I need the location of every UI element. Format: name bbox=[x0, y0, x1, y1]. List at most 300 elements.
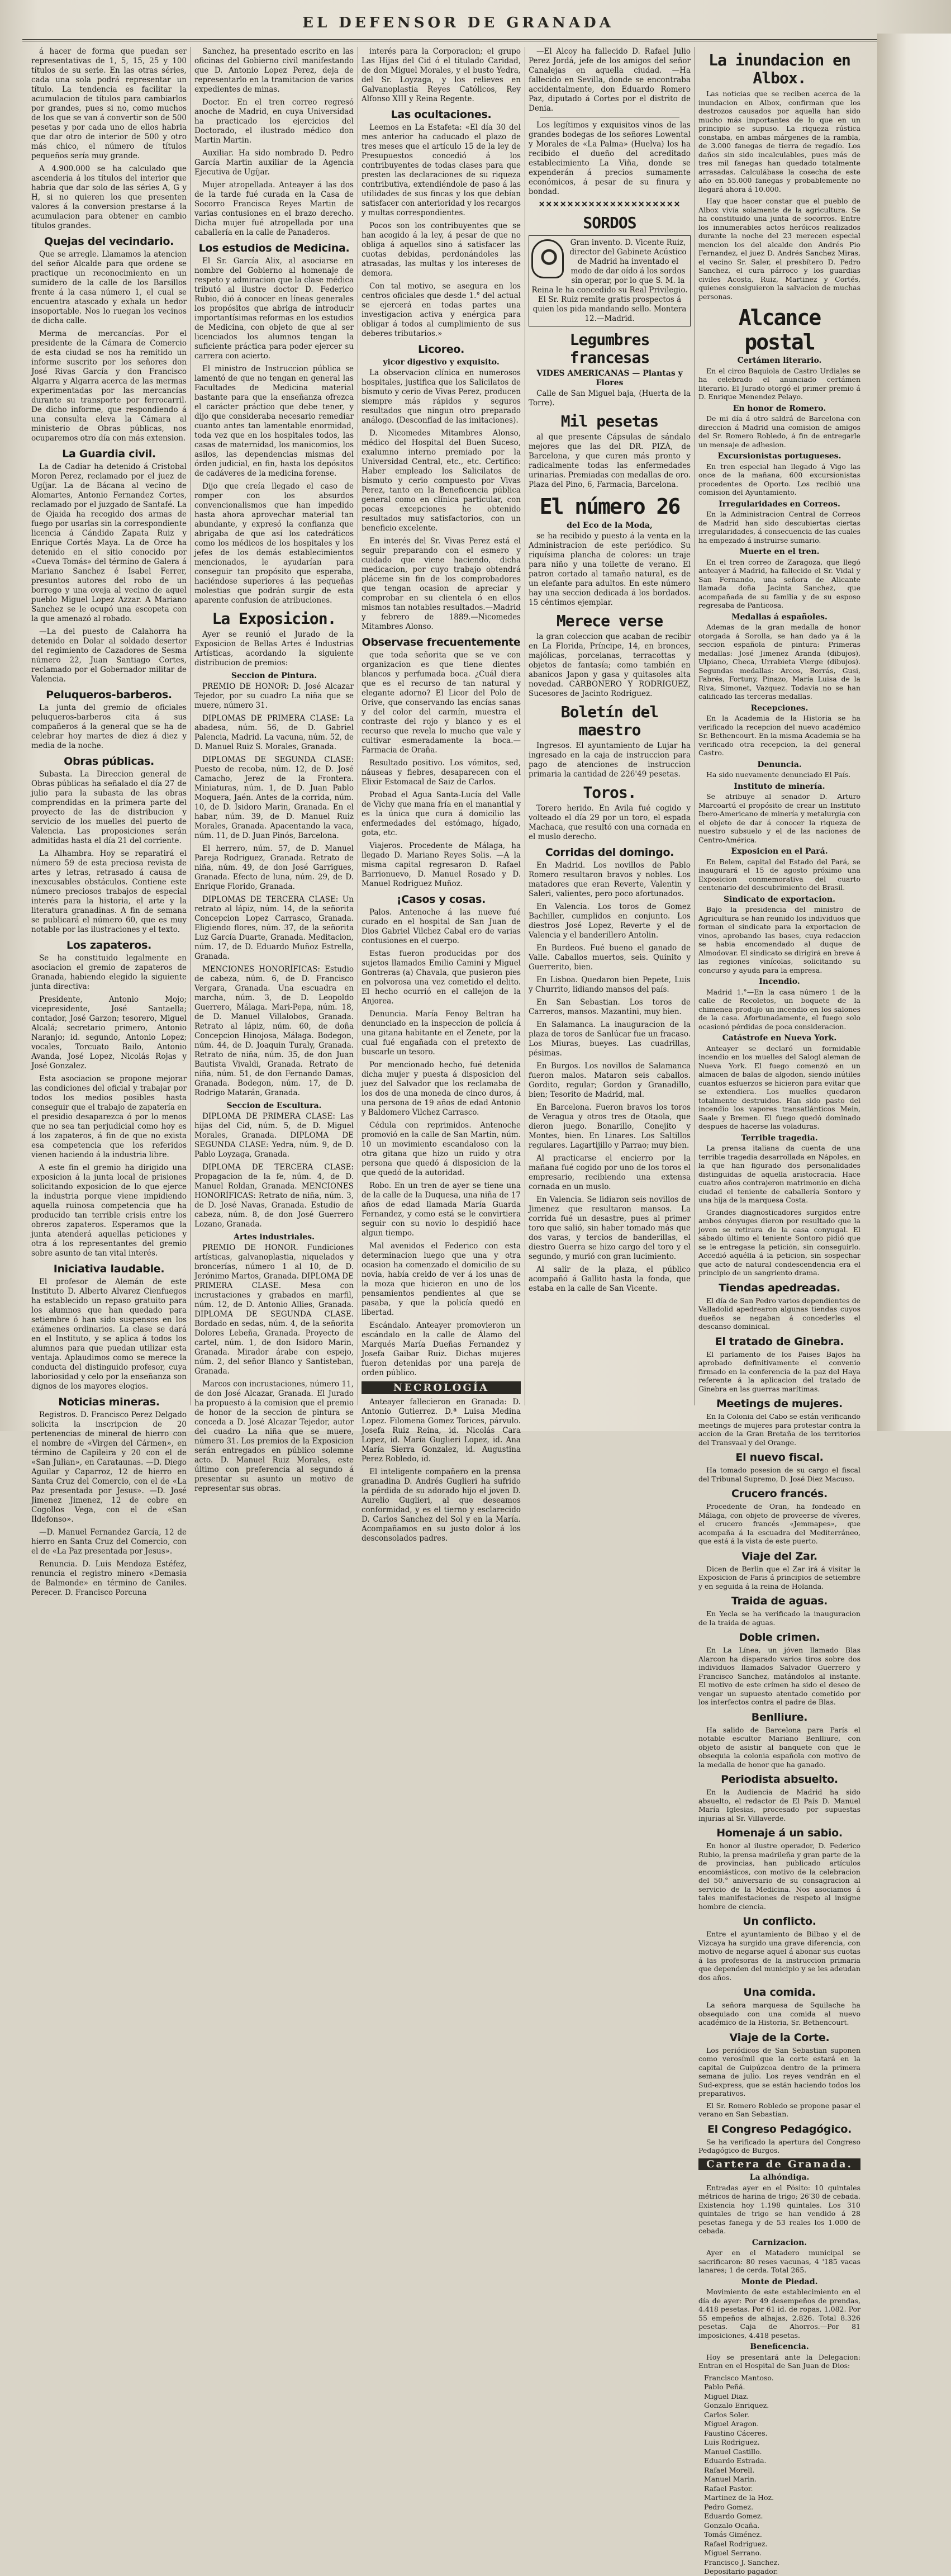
article-subheading: Artes industriales. bbox=[234, 1233, 315, 1242]
article-paragraph bbox=[31, 462, 187, 624]
paragraph-text: DIPLOMA DE PRIMERA CLASE: Las hijas del Cid, núm. 5, de D. Miguel Morales, Granada. DIPLOMA DE SEGUNDA CLASE: Yedra, núm. 9, de D. Pablo Loyzaga, Granada. bbox=[194, 1112, 354, 1159]
paragraph-text: DIPLOMA DE TERCERA CLASE: Propagacion de la fe, núm. 4, de D. Manuel Roldan, Granada. MENCIONES HONORÍFICAS: Retrato de niña, núm. 3, de D. José Navas, Granada. Estudio de cabeza, núm. 8, de don José Guerrero Lozano, Granada. bbox=[194, 1163, 354, 1229]
article-headline: SORDOS bbox=[583, 214, 636, 232]
article-paragraph bbox=[362, 368, 521, 425]
paragraph-text: En el tren correo de Zaragoza, que llegó anteayer á Madrid, ha fallecido el Sr. Vidal y San Fernando, una señora de Alicante llamada doña Jacinta Sanchez, que acompañada de su familia y de su esposo regresaba de Panticosa. bbox=[698, 557, 860, 609]
paragraph-text: En Valencia. Los toros de Gomez Bachiller, cumplidos en conjunto. Los diestros José Lopez, Reverte y el de Valencia y el banderillero Antolin. bbox=[529, 902, 691, 940]
section-banner: NECROLOGÍA bbox=[362, 1381, 521, 1394]
paragraph-text: DIPLOMAS DE PRIMERA CLASE: La abadesa, núm. 56, de D. Gabriel Palencia, Madrid. La vacuna, núm. 52, de D. Manuel Ruiz S. Morales, Granada. bbox=[194, 714, 354, 751]
paragraph-text: En la Academia de la Historia se ha verificado la recepcion del nuevo académico Sr. Bethencourt. En la misma Academia se ha verificado otra recepcion, la del general Castro. bbox=[698, 714, 860, 757]
paragraph-text: Movimiento de este establecimiento en el día de ayer: Por 49 desempeños de prendas, 4.418 pesetas. Por 61 id. de ropas, 1.082. Por 55 empeños de alhajas, 2.826. Total 8.326 pesetas. Caja de Ahorros.—Por 81 imposiciones, 4.418 pesetas. bbox=[698, 2288, 860, 2340]
article-paragraph bbox=[194, 714, 354, 752]
article-subheading: Seccion de Pintura. bbox=[231, 671, 317, 680]
paragraph-text: La Alhambra. Hoy se reparatirá el número 59 de esta preciosa revista de artes y letras, retrasado á causa de inexcusables obstáculos. Contiene este número preciosos trabajos de especial interés para la historia, el arte y la literatura granadinas. A fin de semana se publicará el número 60, que es muy notable por las ilustraciones y el texto. bbox=[31, 849, 187, 934]
article-headline: Legumbres francesas bbox=[569, 330, 650, 367]
paragraph-text: Viajeros. Procedente de Málaga, ha llegado D. Mariano Reyes Solis. —A la misma capital regresaron D. Rafael Barrionuevo, D. Manuel Rosado y D. Manuel Rodriguez Muñoz. bbox=[362, 841, 521, 888]
paragraph-text: Doctor. En el tren correo regresó anoche de Madrid, en cuya Universidad ha practicado los ejercicios del Doctorado, el ilustrado médico don Martin Martin. bbox=[194, 98, 354, 145]
article-subheading: Seccion de Escultura. bbox=[226, 1101, 322, 1110]
article-headline: Meetings de mujeres. bbox=[716, 1398, 843, 1410]
article-paragraph bbox=[362, 1467, 521, 1543]
article-paragraph bbox=[194, 844, 354, 892]
list-item: Gonzalo Enriquez. bbox=[704, 2401, 769, 2409]
paragraph-text: MENCIONES HONORÍFICAS: Estudio de cabeza, núm. 6, de D. Francisco Vergara, Granada. Una escuadra en marcha, núm. 3, de D. Leopoldo Guerrero, Málaga. Mari-Pepa, núm. 18, de D. Manuel Villalobos, Granada. Retrato al lápiz, núm. 60, de doña Concepcion Hinojosa, Málaga. Bodegon, núm. 44, de D. Joaquin Turaly, Granada. Retrato de niña, núm. 35, de don Juan Bautista Vivaldi, Granada. Retrato de niña, núm. 51, de don Fernando Damas, Granada. Bodegon, núm. 17, de D. Rodrigo Matarán, Granada. bbox=[194, 965, 354, 1097]
paragraph-text: Ha tomado posesion de su cargo el fiscal del Tribunal Supremo, D. José Diez Macuso. bbox=[698, 1466, 860, 1483]
list-item: Luis Rodriguez. bbox=[704, 2438, 760, 2446]
article-paragraph bbox=[698, 1565, 860, 1591]
article-paragraph bbox=[194, 1112, 354, 1159]
article-paragraph bbox=[31, 1528, 187, 1556]
article-paragraph bbox=[362, 1121, 521, 1178]
list-item: Miguel Diaz. bbox=[704, 2392, 749, 2400]
article-paragraph bbox=[194, 98, 354, 145]
paragraph-text: En Madrid. Los novillos de Pablo Romero resultaron bravos y nobles. Los matadores que eran Reverte, Valentin y Saleri, valientes, pero poco afortunados. bbox=[529, 861, 691, 898]
paragraph-text: El Sr. García Alix, al asociarse en nombre del Gobierno al homenaje de respeto y admiracion que la clase médica tributó al ilustre doctor D. Federico Rubio, dió á conocer en líneas generales los propósitos que abriga de introducir importantísimas reformas en los estudios de Medicina, con objeto de que al ser licenciados los alumnos tengan la suficiente práctica para poder ejercer su carrera con acierto. bbox=[194, 257, 354, 361]
paragraph-text: Ademas de la gran medalla de honor otorgada á Sorolla, se han dado ya á la seccion española de pintura: Primeras medallas: José Jimenez Aranda (dibujos), Ulpiano, Checa, Urrabieta Vierge (dibujos). Segundas medallas: Arcos, Borrás, Gusi, Fabrés, Fortuny, Pinazo, María Luisa de la Riva, Simonet, Vazquez. Todavía no se han calificado las terceras medallas. bbox=[698, 623, 860, 700]
paragraph-text: —La del puesto de Calahorra ha detenido en Dolar al soldado desertor del regimiento de Cazadores de Sesma número 22, Juan Santiago Cortes, reclamado por el Gobernador militar de Valencia. bbox=[31, 627, 187, 684]
paragraph-text: Cédula con reprimidos. Antenoche promovió en la calle de San Martin, núm. 10 un movimiento escandaloso con la otra gitana que hizo un ruido y otra persona que quedó á disposicion de la que quedó de la autoridad. bbox=[362, 1121, 521, 1177]
list-item: Miguel Serrano. bbox=[704, 2549, 762, 2557]
paragraph-text: Esta asociacion se propone mejorar las condiciones del oficial y trabajar por todos los medios posibles hasta conseguir que el trabajo de zapatería en el presidio desaparezca ó por lo menos que no sea tan perjudicial como hoy es á los zapateros, á fin de que no exista esa competencia que los referidos vienen haciendo á la industria libre. bbox=[31, 1074, 187, 1159]
article-paragraph bbox=[194, 149, 354, 177]
article-headline: Boletín del maestro bbox=[560, 703, 659, 739]
list-item: Rafael Pastor. bbox=[704, 2484, 753, 2493]
article-paragraph bbox=[698, 1646, 860, 1707]
article-paragraph bbox=[362, 123, 521, 218]
article-paragraph bbox=[529, 998, 691, 1017]
article-paragraph bbox=[194, 181, 354, 238]
article-subheading: Medallas á españoles. bbox=[731, 612, 828, 622]
article-paragraph bbox=[362, 1321, 521, 1378]
article-subheading: En honor de Romero. bbox=[733, 404, 826, 413]
paragraph-text: que toda señorita que se ve con organizacion es que tiene dientes blancos y perfumada boca. ¿Cuál diera que es el recurso de tan natural y elegante adorno? El Licor del Polo de Orive, que conservando las encías sanas y del color del carmín, muestra el contraste del rojo y blanco y es el recurso que revela lo mucho que vale y cultivar esmeradamente la boca.—Farmacia de Oraña. bbox=[362, 651, 521, 755]
advertisement-text: Gran invento. D. Vicente Ruiz, director del Gabinete Acústico de Madrid ha inventado el modo de dar oído á los sordos sin operar, por lo que S. M. la Reina le ha concedido su Real Privilegio. El Sr. Ruiz remite gratis prospectos á quien los pida mandando sello. Montera 12.—Madrid. bbox=[531, 238, 688, 323]
article-headline: Una comida. bbox=[743, 1986, 816, 1999]
paragraph-text: La de Cadiar ha detenido á Cristobal Moron Perez, reclamado por el juez de Ugíjar. La de Bácana al vecino de Alomartes, Antonio Fernandez Cortes, reclamado por el juzgado de Santafé. La de Ojaida ha recogido dos armas de fuego por usarlas sin la correspondiente licencia á Cándido Zapata Ruiz y Enrique Cortés Maya. La de Orce ha detenido en el sitio conocido por «Cueva Tomás» del término de Galera á Mariano Sanchez é Isabel Ferrer, presuntos autores del robo de un borrego y una oveja al vecino de aquel pueblo Miguel Lopez Azzar. A Mariano Sanchez se le ocupó una escopeta con la que amenazó al robado. bbox=[31, 462, 187, 623]
article-paragraph bbox=[362, 908, 521, 946]
article-paragraph bbox=[698, 1930, 860, 1982]
paragraph-text: La señora marquesa de Squilache ha obsequiado con una comida al nuevo académico de la Historia, Sr. Bethencourt. bbox=[698, 2001, 860, 2026]
article-headline: Doble crimen. bbox=[739, 1631, 820, 1644]
article-headline: Alcance postal bbox=[738, 305, 821, 354]
paragraph-text: DIPLOMAS DE SEGUNDA CLASE: Puesto de recoba, núm. 12, de D. José Camacho, Jerez de la Frontera. Miniaturas, núm. 1, de D. Juan Pablo Moquera, Jaén. Antes de la corrida, núm. 10, de D. Isidoro Marin, Granada. En el habar, núm. 39, de D. Manuel Ruiz Morales, Granada. Apacentando la vaca, núm. 11, de D. Juan Pinós, Barcelona. bbox=[194, 755, 354, 840]
paragraph-text: Dijo que creía llegado el caso de romper con los absurdos convencionalismos que han impedido hasta ahora aprovechar material tan abundante, y expresó la confianza que abrigaba de que así los catedráticos como los médicos de los hospitales y los jefes de los demás establecimientos mencionados, le ayudarían para conseguir tan propósito que esperaba, haciéndose superiores á las pequeñas molestias que podrán surgir de esta aparente confusion de atribuciones. bbox=[194, 482, 354, 605]
paragraph-text: Que se arregle. Llamamos la atencion del señor Alcalde para que ordene se practique un reconocimiento en un sumidero de la calle de los Barsillos frente á la casa número 1, el cual se encuentra atascado y exhala un hedor insoportable. Nos lo ruegan los vecinos de dicha calle. bbox=[31, 250, 187, 325]
paragraph-text: En Burdeos. Fué bueno el ganado de Valle. Caballos muertos, seis. Quinito y Guerrerito, bien. bbox=[529, 944, 691, 972]
article-paragraph bbox=[194, 257, 354, 361]
article-paragraph bbox=[698, 2184, 860, 2236]
list-item: Faustino Cáceres. bbox=[704, 2428, 768, 2437]
column-2 bbox=[194, 47, 354, 1493]
article-paragraph bbox=[529, 861, 691, 899]
article-headline: Observase frecuentemente bbox=[362, 636, 521, 648]
article-paragraph bbox=[529, 902, 691, 940]
article-paragraph bbox=[698, 1788, 860, 1822]
article-paragraph bbox=[529, 433, 691, 490]
column-4 bbox=[529, 47, 691, 1411]
article-paragraph bbox=[31, 1410, 187, 1524]
paragraph-text: Subasta. La Direccion general de Obras públicas ha señalado el día 27 de julio para la subasta de las obras comprendidas en la primera parte del proyecto de las de distribucion y servicio de los muelles del puerto de Valencia. Las proposiciones serán admitidas hasta el día 21 del corriente. bbox=[31, 770, 187, 845]
paragraph-text: El ministro de Instruccion pública se lamentó de que no tengan en general las Facultades de Medicina material bastante para que la enseñanza ofrezca el carácter práctico que debe tener, y dijo que consideraba necesario remediar cuanto antes tan lamentable enormidad, toda vez que en los hospitales todos, las casas de maternidad, los manicomios, los asilos, las dependencias mismas del órden judicial, en fin, hasta los depósitos de cadáveres de la medicina forense. bbox=[194, 364, 354, 478]
paragraph-text: Los legítimos y exquisitos vinos de las grandes bodegas de los señores Lowental y Morales de «La Palma» (Huelva) los ha recibido el dueño del acreditado establecimiento La Viña, donde se expenderán á precios sumamente económicos, á pesar de su finura y bondad. bbox=[529, 121, 691, 196]
article-paragraph bbox=[362, 949, 521, 1006]
article-subheading: Sindicato de exportacion. bbox=[723, 894, 836, 904]
article-paragraph bbox=[31, 329, 187, 443]
article-headline: Tiendas apedreadas. bbox=[719, 1281, 840, 1294]
paragraph-text: Los periódicos de San Sebastian suponen como verosímil que la corte estará en la capital de Guipúzcoa dentro de la primera semana de julio. Los reyes vendrán en el Sud-express, que se están haciendo todos los preparativos. bbox=[698, 2045, 860, 2097]
column-1 bbox=[31, 47, 187, 1597]
paragraph-text: Anteayer se declaró un formidable incendio en los muelles del Salogl aleman de Nueva York. El fuego comenzó en un almacen de balas de algodon, siendo inútiles cuantos esfuerzos se hicieron para evitar que se extendiera. Los muelles quedaron totalmente destruidos. Han sido pasto del incendio los vapores transatlánticos Mein, Saale y Bremen. El fuego quedó dominado despues de hacerse las voladuras. bbox=[698, 1044, 860, 1130]
paragraph-text: En Lisboa. Quedaron bien Pepete, Luis y Churrito, lidiando mansos del país. bbox=[529, 976, 691, 994]
article-headline: Un conflicto. bbox=[743, 1915, 816, 1928]
paragraph-text: En la Colonia del Cabo se están verificando meetings de mujeres para protestar contra la accion de la Gran Bretaña de los territorios del Transvaal y del Orange. bbox=[698, 1412, 860, 1447]
paragraph-text: Las noticias que se reciben acerca de la inundacion en Albox, confirman que los destrozos causados por aquella han sido mucho más importantes de lo que en un principio se supuso. La riqueza rústica constaba, en ambas márgenes de la rambla, de 3.000 fanegas de tierra de regadío. Los daños sin sido incalculables, pues más de tres mil fanegas han quedado totalmente arrasadas. Calculábase la cosecha de este año en 55.000 fanegas y probablemente no llegará ahora á 10.000. bbox=[698, 89, 860, 193]
paragraph-text: —D. Manuel Fernandez García, 12 de hierro en Santa Cruz del Comercio, con el de «La Paz presentada por Jesus». bbox=[31, 1528, 187, 1556]
paragraph-text: En la Audiencia de Madrid ha sido absuelto, el redactor de El País D. Manuel María Iglesias, procesado por supuestas injurias al Sr. Villaverde. bbox=[698, 1788, 860, 1822]
paragraph-text: El Sr. Romero Robledo se propone pasar el verano en San Sebastian. bbox=[698, 2101, 860, 2118]
list-item: Eduardo Estrada. bbox=[704, 2456, 767, 2465]
list-item: Pablo Peñá. bbox=[704, 2383, 745, 2391]
article-paragraph bbox=[698, 1609, 860, 1627]
paragraph-text: Entre el ayuntamiento de Bilbao y el de Vizcaya ha surgido una grave diferencia, con motivo de negarse aquel á abonar sus cuotas á las profesoras de la instruccion primaria que dependen del municipio y se les adeudan dos años. bbox=[698, 1930, 860, 1982]
list-item: Carlos Soler. bbox=[704, 2410, 749, 2419]
paragraph-text: En interés del Sr. Vivas Perez está el seguir preparando con el esmero y cuidado que viene haciendo, dicha medicacion, por cuyo trabajo obtendrá pláceme sin fin de los comprobadores que tengan ocasion de apreciar y comprobar en su clientela ó en ellos mismos tan notables resultados.—Madrid y febrero de 1889.—Nicomedes Mitambres Alonso. bbox=[362, 537, 521, 631]
paragraph-text: La prensa italiana da cuenta de una terrible tragedia desarrollada en Nápoles, en la que han figurado dos personalidades distinguidas de aquella aristocracia. Hace cuatro años contrajeron matrimonio en dicha ciudad el teniente de caballería Sontoro y una hija de la marquesa Costa. bbox=[698, 1144, 860, 1204]
article-paragraph bbox=[529, 532, 691, 608]
article-paragraph bbox=[529, 389, 691, 408]
name-list bbox=[698, 2374, 860, 2576]
paragraph-text: Con tal motivo, se asegura en los centros oficiales que desde 1.° del actual se ejercerá en todas partes una investigacion activa y enérgica para obligar á todos al cumplimiento de sus deberes tributarios.» bbox=[362, 282, 521, 338]
article-paragraph bbox=[698, 2138, 860, 2155]
article-subheading: yicor digestivo y exquisito. bbox=[383, 358, 500, 367]
article-headline: Corridas del domingo. bbox=[545, 846, 674, 859]
list-item: Manuel Castillo. bbox=[704, 2447, 762, 2456]
decorative-border: ✕✕✕✕✕✕✕✕✕✕✕✕✕✕✕✕✕✕✕✕ bbox=[538, 200, 681, 209]
article-paragraph bbox=[31, 1277, 187, 1391]
article-paragraph bbox=[31, 47, 187, 161]
paragraph-text: Torero herido. En Avila fué cogido y volteado el día 29 por un toro, el espada Machaca, que resultó con una cornada en el muslo derecho. bbox=[529, 804, 691, 841]
article-headline: Traida de aguas. bbox=[731, 1595, 828, 1607]
paragraph-text: En San Sebastian. Los toros de Carreros, mansos. Mazantini, muy bien. bbox=[529, 998, 691, 1016]
article-subheading: Recepciones. bbox=[750, 703, 809, 713]
column-5 bbox=[698, 47, 860, 2575]
article-paragraph bbox=[698, 2248, 860, 2275]
article-paragraph bbox=[698, 367, 860, 401]
paragraph-text: En la Administracion Central de Correos de Madrid han sido descubiertas ciertas irregularidades, á consecuencia de las cuales ha empezado á instruirse sumario. bbox=[698, 510, 860, 544]
article-paragraph bbox=[529, 1265, 691, 1294]
article-paragraph bbox=[362, 1398, 521, 1464]
article-paragraph bbox=[31, 995, 187, 1071]
paragraph-text: Procedente de Oran, ha fondeado en Málaga, con objeto de proveerse de víveres, el crucero francés «Jemmapes», que acompaña á la escuadra del Mediterráneo, que está á la vista de este puerto. bbox=[698, 1502, 860, 1545]
article-paragraph bbox=[529, 741, 691, 779]
article-paragraph bbox=[698, 1841, 860, 1911]
paragraph-text: Marcos con incrustaciones, número 11, de don José Alcazar, Granada. El Jurado ha propuesto á la comision que el premio de honor de la seccion de pintura se conceda a D. José Alcazar Tejedor, autor del cuadro La niña que se muere, número 31. Los premios de la Exposicion serán entregados en público solemne acto. D. Manuel Ruiz Morales, este último con preferencia al segundo á presentar su asunto un motivo de representar sus obras. bbox=[194, 1380, 354, 1493]
article-paragraph bbox=[529, 1195, 691, 1262]
paragraph-text: Merma de mercancías. Por el presidente de la Cámara de Comercio de esta ciudad se nos ha remitido un informe suscrito por los señores don José Rivas García y don Francisco Algarra y Algarra acerca de las mermas experimentadas por las mercancías durante su transporte por ferrocarril. De dicho informe, que respondiendo á una consulta eleva la Cámara al ministerio de Obras públicas, nos ocuparemos otro día con más extension. bbox=[31, 329, 187, 443]
article-paragraph bbox=[698, 2353, 860, 2370]
article-paragraph bbox=[529, 1154, 691, 1192]
list-item: Eduardo Gomez. bbox=[704, 2512, 763, 2520]
article-paragraph bbox=[362, 790, 521, 838]
article-paragraph bbox=[698, 558, 860, 610]
paragraph-text: Calle de San Miguel baja, (Huerta de la Torre). bbox=[529, 389, 691, 408]
article-paragraph bbox=[362, 1181, 521, 1238]
article-headline: Homenaje á un sabio. bbox=[716, 1827, 843, 1839]
paragraph-text: En La Línea, un jóven llamado Blas Alarcon ha disparado varios tiros sobre dos individuos llamados Salvador Guerrero y Francisco Sanchez, matándolos al instante. El motivo de este crímen ha sido el deseo de vengar un supuesto atentado cometido por los interfectos contra el padre de Blas. bbox=[698, 1646, 860, 1706]
article-paragraph bbox=[529, 632, 691, 699]
paragraph-text: Probad el Agua Santa-Lucía del Valle de Vichy que mana fría en el manantial y es la única que cura á domicilio las enfermedades del estómago, hígado, gota, etc. bbox=[362, 790, 521, 837]
article-paragraph bbox=[698, 414, 860, 449]
paragraph-text: En Salamanca. La inauguracion de la plaza de toros de Sanlúcar fue un fracaso. Los Miuras, bueyes. Las cuadrillas, pésimas. bbox=[529, 1020, 691, 1058]
article-paragraph bbox=[31, 250, 187, 326]
article-paragraph bbox=[362, 841, 521, 889]
paragraph-text: Ha salido de Barcelona para París el notable escultor Mariano Benlliure, con objeto de asistir al banquete con que le obsequia la colonia española con motivo de la medalla de honor que ha ganado. bbox=[698, 1725, 860, 1769]
article-paragraph bbox=[31, 954, 187, 992]
paragraph-text: Ayer en el Matadero municipal se sacrificaron: 80 reses vacunas, 4 '185 vacas lanares; 1 de cerda. Total 265. bbox=[698, 2248, 860, 2274]
article-paragraph bbox=[529, 1062, 691, 1100]
article-headline: El nuevo fiscal. bbox=[735, 1451, 824, 1464]
article-subheading: La alhóndiga. bbox=[749, 2173, 810, 2182]
article-paragraph bbox=[362, 1010, 521, 1057]
article-headline: Quejas del vecindario. bbox=[44, 235, 174, 248]
article-paragraph bbox=[31, 770, 187, 846]
article-paragraph bbox=[194, 630, 354, 668]
paragraph-text: Ingresos. El ayuntamiento de Lujar ha ingresado en la caja de instruccion para pago de atenciones de instruccion primaria la cantidad de 226'49 pesetas. bbox=[529, 741, 691, 779]
paragraph-text: se ha recibido y puesto á la venta en la Administracion de este periódico. Su riquísima plancha de colores: un traje para niño y una toilette de verano. El patron cortado al tamaño natural, es de un elefante para adultos. En este número hay una seccion dedicada á los bordados. 15 céntimos ejemplar. bbox=[529, 532, 691, 607]
article-headline: Los zapateros. bbox=[66, 939, 152, 951]
article-headline: Benlliure. bbox=[751, 1711, 808, 1723]
article-paragraph bbox=[31, 703, 187, 751]
page-fold-edge bbox=[877, 34, 951, 1431]
paragraph-text: Al salir de la plaza, el público acompañó á Gallito hasta la fonda, que estaba en la calle de San Vicente. bbox=[529, 1265, 691, 1293]
article-headline: Noticias mineras. bbox=[58, 1396, 160, 1408]
article-paragraph bbox=[698, 770, 860, 779]
article-headline: Peluqueros-barberos. bbox=[46, 689, 172, 701]
paragraph-text: Anteayer fallecieron en Granada: D. Antonio Gutierrez. D.ª Luisa Medina Lopez. Filomena Gomez Torices, párvulo. Josefa Ruiz Reina, id. Nicolás Cara Lopez, id. María Guglieri Lopez, id. Ana María Sierra Gonzalez, id. Augustina Perez Robledo, id. bbox=[362, 1398, 521, 1464]
paragraph-text: Pocos son los contribuyentes que se han acogido á la ley, á pesar de que no obliga á aquellos sino á satisfacer las cuotas debidas, perdonándoles las atrasadas, las multas y los intereses de demora. bbox=[362, 221, 521, 278]
article-paragraph bbox=[194, 965, 354, 1098]
list-item: Depositario pagador. bbox=[704, 2567, 778, 2575]
paragraph-text: Palos. Antenoche á las nueve fué curado en el hospital de San Juan de Dios Gabriel Vilchez Cabal ero de varias contusiones en el cuerpo. bbox=[362, 908, 521, 945]
paragraph-text: A 4.900.000 se ha calculado que ascenderia á los títulos del interior que habria que dar solo de las séries A, G y H, si no quieren los que presenten valores á la conversion prestarse á la acumulacion para obtener en cambio títulos grandes. bbox=[31, 164, 187, 230]
article-paragraph bbox=[194, 755, 354, 841]
paragraph-text: En honor al ilustre operador, D. Federico Rubio, la prensa madrileña y gran parte de la de provincias, han publicado artículos encomiásticos, con motivo de la celebracion del 50.° aniversario de su consagracion al servicio de la Medicina. Nos asociamos á tales manifestaciones de respeto al insigne hombre de ciencia. bbox=[698, 1841, 860, 1911]
article-subheading: Denuncia. bbox=[757, 760, 802, 769]
paragraph-text: interés para la Corporacion; el grupo Las Hijas del Cid ó el titulado Caridad, de don Miguel Morales, y el busto Yedra, del Sr. Loyzaga, y los relieves en Galvanoplastia Reyes Católicos, Rey Alfonso XIII y Reina Regente. bbox=[362, 47, 521, 103]
paragraph-text: Robo. En un tren de ayer se tiene una de la calle de la Duquesa, una niña de 17 años de edad llamada María Guarda Fernandez, y como está se le convirtiera seguir con su novio lo despidió hace algun tiempo. bbox=[362, 1181, 521, 1238]
article-paragraph bbox=[698, 623, 860, 701]
paragraph-text: Leemos en La Estafeta: «El día 30 del mes anterior ha caducado el plazo de tres meses que el artículo 15 de la ley de Presupuestos concedió á los contribuyentes de todas clases para que presten las declaraciones de su riqueza contributiva, extendiéndole de paso á las utilidades de sus fincas y los que debían satisfacer con anterioridad y los recargos y multas correspondientes. bbox=[362, 123, 521, 217]
article-headline: Mil pesetas bbox=[560, 412, 659, 430]
article-subheading: Certámen literario. bbox=[737, 356, 822, 365]
paragraph-text: A este fin el gremio ha dirigido una exposicion á la junta local de prisiones solicitando exposicion de lo que ejerce la industria porque viene impidiendo aquella ruinosa competencia que ha producido tan terrible crisis entre los obreros zapateros. Esperamos que la junta atenderá aquellas peticiones y otra á los representantes del gremio sobre asunto de tan vital interés. bbox=[31, 1163, 187, 1258]
list-item: Pedro Gomez. bbox=[704, 2502, 754, 2511]
paragraph-text: á hacer de forma que puedan ser representativas de 1, 5, 15, 25 y 100 títulos de su serie. En las otras séries, cada una sola podrá representar un título. La tendencia es facilitar la acumulacion de títulos para cambiarlos por grandes, pues si no, como muchos de los que se van á convertir son de 500 pesetas y por cada uno de ellos habria que dar otro de interior de 500 y otro más chico, el número de títulos pequeños sería muy grande. bbox=[31, 47, 187, 160]
article-subheading: Muerte en el tren. bbox=[739, 547, 820, 556]
article-headline: Toros. bbox=[583, 783, 636, 802]
paragraph-text: Grandes diagnosticadores surgidos entre ambos cónyuges dieron por resultado que la joven se retirara de la casa conyugal. El sábado último el teniente Sontoro pidió que se le entregase la petición, sin conseguirlo. Accedió aquélla á la peticion, sin sospechar que acto de natural condescendencia era el principio de un sangriento drama. bbox=[698, 1208, 860, 1277]
paragraph-text: Se ha verificado la apertura del Congreso Pedagógico de Burgos. bbox=[698, 2137, 860, 2154]
article-paragraph bbox=[698, 510, 860, 544]
article-paragraph bbox=[362, 1060, 521, 1117]
article-headline: Obras públicas. bbox=[64, 755, 154, 768]
paragraph-text: En Yecla se ha verificado la inauguracion de la traida de aguas. bbox=[698, 1609, 860, 1627]
article-paragraph bbox=[698, 2001, 860, 2027]
article-paragraph bbox=[31, 1560, 187, 1598]
article-subheading: Terrible tragedia. bbox=[741, 1133, 818, 1143]
article-paragraph bbox=[698, 1466, 860, 1483]
paragraph-text: —El Alcoy ha fallecido D. Rafael Julio Perez Jordá, jefe de los amigos del señor Canalejas en aquella ciudad. —Ha fallecido en Sevilla, donde se encontraba accidentalmente, don Eduardo Romero Paz, diputado á Cortes por el distrito de Denia. bbox=[529, 47, 691, 113]
paragraph-text: Escándalo. Anteayer promovieron un escándalo en la calle de Álamo del Marqués María Dueñas Fernandez y Josefa Gaibar Ruiz. Dichas mujeres fueron detenidas por una pareja de orden público. bbox=[362, 1321, 521, 1377]
article-paragraph bbox=[529, 804, 691, 842]
article-paragraph bbox=[698, 1208, 860, 1277]
article-headline: Periodista absuelto. bbox=[721, 1773, 838, 1786]
paragraph-text: Mal avenidos el Federico con esta determinacion luego que una y otra ocasion ha comenzado el domicilio de su novia, había creido de ver á los unas de la moza que hicieron en uno de los pensamientos pendientes al que se pasaba, y que la policía quedó en libertad. bbox=[362, 1242, 521, 1317]
article-headline: Viaje del Zar. bbox=[741, 1550, 817, 1562]
article-paragraph bbox=[194, 47, 354, 94]
paragraph-text: Madrid 1.°—En la casa número 1 de la calle de Recoletos, un boquete de la chimenea produjo un incendio en los salones de la casa. Afortunadamente, el fuego solo ocasionó pérdidas de poca consideracion. bbox=[698, 987, 860, 1031]
paragraph-text: Presidente, Antonio Mojo; vicepresidente, José Santaella; contador, José Garzon; tesorero, Miguel Alcalá; secretario primero, Antonio Naranjo; id. segundo, Antonio Lopez; vocales, Torcuato Bailo, Antonio Avanda, José Lopez, Nicolás Rojas y José Gonzalez. bbox=[31, 995, 187, 1071]
paragraph-text: Estas fueron producidas por dos sujetos llamados Emilio Camini y Miguel Gontreras (a) Chavala, que pusieron pies en polvorosa una vez cometido el delito. El hecho ocurrió en el callejon de la Anjorea. bbox=[362, 949, 521, 1006]
paragraph-text: El parlamento de los Paises Bajos ha aprobado definitivamente el convenio firmado en la conferencia de la paz del Haya referente á la aplicacion del tratado de Ginebra en las guerras marítimas. bbox=[698, 1349, 860, 1393]
paragraph-text: Ayer se reunió el Jurado de la Exposicion de Bellas Artes é Industrias Artísticas, acordando la siguiente distribucion de premios: bbox=[194, 630, 354, 667]
paragraph-text: Al practicarse el encierro por la mañana fué cogido por uno de los toros el empresario, recibiendo una extensa cornada en un muslo. bbox=[529, 1154, 691, 1191]
article-paragraph bbox=[698, 89, 860, 193]
paragraph-text: Registros. D. Francisco Perez Delgado solicita la inscripcion de 20 pertenencias de mineral de hierro con el nombre de «Virgen del Cármen», en término de Capileira y 20 con el de «San Julian», en Carataunas. —D. Diego Aguilar y Caparroz, 12 de hierro en Santa Cruz del Comercio, con el de «La Paz presentada por Jesus». —D. José Jimenez Jimenez, 12 de cobre en Cogollos Vega, con el de «San Ildefonso». bbox=[31, 1410, 187, 1524]
article-paragraph bbox=[698, 462, 860, 497]
paragraph-text: PREMIO DE HONOR: D. José Alcazar Tejedor, por su cuadro La niña que se muere, número 31. bbox=[194, 682, 354, 710]
article-subheading: Catástrofe en Nueva York. bbox=[722, 1034, 837, 1043]
article-subheading: Monte de Piedad. bbox=[741, 2277, 818, 2286]
article-paragraph bbox=[698, 1044, 860, 1131]
article-paragraph bbox=[31, 849, 187, 935]
paragraph-text: La junta del gremio de oficiales peluqueros-barberos cita á sus compañeros á la general que se ha de celebrar hoy martes de diez á diez y media de la noche. bbox=[31, 703, 187, 750]
list-item: Francisco J. Sanchez. bbox=[704, 2558, 780, 2566]
paragraph-text: En Belem, capital del Estado del Pará, se inaugurará el 15 de agosto próximo una Exposicion conmemorativa del cuarto centenario del descubrimiento del Brasil. bbox=[698, 857, 860, 892]
article-paragraph bbox=[194, 1243, 354, 1376]
article-paragraph bbox=[529, 1020, 691, 1058]
article-paragraph bbox=[698, 2046, 860, 2098]
article-paragraph bbox=[698, 2101, 860, 2119]
article-subheading: Beneficencia. bbox=[750, 2342, 809, 2351]
article-paragraph bbox=[362, 429, 521, 533]
paragraph-text: Sanchez, ha presentado escrito en las oficinas del Gobierno civil manifestando que D. Antonio Lopez Perez, deja de representarlo en la tramitacion de varios expedientes de minas. bbox=[194, 47, 354, 94]
paragraph-text: En Barcelona. Fueron bravos los toros de Veragua y otros tres de Otaola, que dieron juego. Bonarillo, Conejito y Montes, bien. En Linares. Los Saltillos regulares. Lagartijillo y Parrao; muy bien. bbox=[529, 1103, 691, 1150]
article-paragraph bbox=[529, 1103, 691, 1150]
paragraph-text: Mujer atropellada. Anteayer á las dos de la tarde fué curada en la Casa de Socorro Francisca Reyes Martin de varias contusiones en el brazo derecho. Dicha mujer fué atropellada por una caballería en la calle de Panaderos. bbox=[194, 181, 354, 237]
article-paragraph bbox=[698, 714, 860, 757]
article-subheading: Irregularidades en Correos. bbox=[719, 499, 840, 509]
list-item: Gonzalo Ocaña. bbox=[704, 2521, 760, 2530]
article-subheading: Carnizacion. bbox=[752, 2238, 807, 2247]
advertisement-hearing bbox=[529, 235, 691, 326]
article-paragraph bbox=[698, 1144, 860, 1205]
list-item: Rafael Rodriguez. bbox=[704, 2539, 768, 2548]
article-paragraph bbox=[529, 121, 691, 197]
article-paragraph bbox=[362, 759, 521, 787]
article-paragraph bbox=[362, 47, 521, 104]
article-paragraph bbox=[698, 905, 860, 974]
paragraph-text: Resultado positivo. Los vómitos, sed, náuseas y fiebres, desaparecen con el Elixir Estomacal de Saiz de Carlos. bbox=[362, 759, 521, 787]
article-paragraph bbox=[698, 1502, 860, 1546]
list-item: Martinez de la Hoz. bbox=[704, 2493, 774, 2502]
article-subheading: Incendio. bbox=[759, 977, 800, 986]
paragraph-text: En el circo Baquiola de Castro Urdiales se ha celebrado el anunciado certámen literario. El Jurado otorgó el primer premio á D. Enrique Menendez Pelayo. bbox=[698, 366, 860, 401]
article-headline: ¡Casos y cosas. bbox=[396, 893, 486, 906]
paragraph-text: D. Nicomedes Mitambres Alonso, médico del Hospital del Buen Suceso, exalumno interno premiado por la Universidad Central, etc., etc. Certifico: Haber empleado los Salicilatos de bismuto y cerio compuesto por Vivas Perez, tanto en la Beneficencia pública general como en clínica particular, con pocas excepciones he obtenido resultados muy satisfactorios, con un beneficio excelente. bbox=[362, 429, 521, 533]
article-paragraph bbox=[698, 858, 860, 892]
article-headline: Las ocultaciones. bbox=[391, 108, 492, 121]
article-paragraph bbox=[362, 651, 521, 755]
paragraph-text: Denuncia. María Fenoy Beltran ha denunciado en la inspeccion de policía á una gitana habitante en el Zenete, por la cual fué engañada con el pretexto de buscarle un tesoro. bbox=[362, 1010, 521, 1057]
article-subheading: VIDES AMERICANAS — Plantas y Flores bbox=[536, 369, 683, 387]
article-paragraph bbox=[194, 1380, 354, 1494]
paragraph-text: De mi día á otro saldrá de Barcelona con direccion á Madrid una comision de amigos del Sr. Romero Robledo, á fin de entregarle un mensaje de adhesion. bbox=[698, 414, 860, 449]
article-paragraph bbox=[529, 47, 691, 113]
article-paragraph bbox=[362, 221, 521, 278]
paragraph-text: Se atribuye al senador D. Arturo Marcoartú el propósito de crear un Instituto Ibero-Americano de minería y metalurgia con el objeto de dar á conocer la riqueza de nuestro subsuelo y el de las naciones de Centro-América. bbox=[698, 792, 860, 844]
article-paragraph bbox=[194, 364, 354, 479]
paragraph-text: La observacion clínica en numerosos hospitales, justifica que los Salicilatos de bismuto y cerio de Vivas Perez, producen siempre más rápidos y seguros resultados que ningun otro preparado análogo. (Desconfíad de las imitaciones). bbox=[362, 368, 521, 425]
article-paragraph bbox=[698, 1726, 860, 1769]
article-paragraph bbox=[698, 1412, 860, 1447]
paragraph-text: Renuncia. D. Luis Mendoza Estéfez, renuncia el registro minero «Demasia de Balmonde» en término de Caniles. Perecer. D. Francisco Porcuna bbox=[31, 1560, 187, 1597]
article-paragraph bbox=[529, 944, 691, 972]
article-subheading: Exposicion en el Pará. bbox=[731, 847, 828, 856]
article-headline: Merece verse bbox=[556, 612, 663, 630]
masthead-title: EL DEFENSOR DE GRANADA bbox=[302, 15, 614, 31]
paragraph-text: al que presente Cápsulas de sándalo mejores que las del DR. PIZÁ, de Barcelona, y que curen más pronto y radicalmente todas las enfermedades urinarias. Premiadas con medallas de oro. Plaza del Pino, 6, Farmacia, Barcelona. bbox=[529, 433, 691, 489]
paragraph-text: Bajo la presidencia del ministro de Agricultura se han reunido los individuos que forman el sindicato para la exportacion de vinos, aprobando las bases, cuya redaccion se habia encomendado al duque de Almodovar. El sindicato se dirigirá en breve á las regiones vinícolas, solicitando su concurso y ayuda para la empresa. bbox=[698, 905, 860, 974]
paragraph-text: El inteligente compañero en la prensa granadina D. Andrés Guglieri ha sufrido la pérdida de su adorado hijo el joven D. Aurelio Guglieri, al que deseamos conformidad, y es el tierno y esclarecido D. Carlos Sanchez del Sol y en la María. Acompañamos en su justo dolor á los desconsolados padres. bbox=[362, 1467, 521, 1543]
paragraph-text: Entradas ayer en el Pósito: 10 quintales métricos de harina de trigo; 26'30 de cebada. Existencia hoy 1.198 quintales. Los 310 quintales de trigo se han vendido á 28 pesetas fanega y de 53 reales los 1.000 de cebada. bbox=[698, 2183, 860, 2235]
paragraph-text: El profesor de Alemán de este Instituto D. Alberto Alvarez Cienfuegos ha establecido un repaso gratuito para los alumnos que han quedado para setiembre ó han sido suspensos en los exámenes ordinarios. La clase se dará en el Instituto, y se aplica á todos los alumnos para que puedan utilizar esta ventaja. Aplaudimos como se merece la conducta del distinguido profesor, cuya laboriosidad y celo por la enseñanza son dignos de los mayores elogios. bbox=[31, 1277, 187, 1391]
article-headline: Los estudios de Medicina. bbox=[198, 242, 350, 254]
column-3 bbox=[362, 47, 521, 1543]
article-headline: Crucero francés. bbox=[731, 1488, 828, 1500]
list-item: Rafael Morell. bbox=[704, 2465, 755, 2474]
paragraph-text: El herrero, núm. 57, de D. Manuel Pareja Rodriguez, Granada. Retrato de niña, núm. 49, de don José Garrigues, Granada. Efecto de luna, núm. 29, de D. Enrique Florido, Granada. bbox=[194, 844, 354, 891]
paragraph-text: En Burgos. Los novillos de Salamanca fueron malos. Mataron seis caballos. Gordito, regular; Gordon y Granadillo, bien; Tesorito de Madrid, mal. bbox=[529, 1062, 691, 1099]
article-paragraph bbox=[698, 792, 860, 844]
article-headline: Iniciativa laudable. bbox=[53, 1263, 165, 1275]
article-paragraph bbox=[31, 627, 187, 684]
ear-icon bbox=[531, 239, 564, 278]
masthead-rule bbox=[22, 39, 894, 41]
paragraph-text: En tren especial han llegado á Vigo las once de la mañana, 600 excursionistas procedentes de Oporto. Los recibió una comision del Ayuntamiento. bbox=[698, 462, 860, 496]
paragraph-text: Dicen de Berlin que el Zar irá á visitar la Exposicion de Paris á principios de setiembre y en seguida á la reina de Holanda. bbox=[698, 1564, 860, 1590]
article-paragraph bbox=[698, 1350, 860, 1394]
article-paragraph bbox=[194, 895, 354, 962]
article-headline: El Congreso Pedagógico. bbox=[707, 2123, 852, 2135]
article-paragraph bbox=[194, 482, 354, 605]
article-headline: El número 26 bbox=[539, 494, 680, 519]
article-headline: El tratado de Ginebra. bbox=[715, 1335, 844, 1348]
masthead bbox=[22, 15, 894, 37]
article-subheading: Excursionistas portugueses. bbox=[717, 452, 841, 461]
paragraph-text: la gran coleccion que acaban de recibir en La Florida, Príncipe, 14, en bronces, majólicas, porcelanas, terracottas y objetos de fantasía; como también en abanicos Japon y gasa y quitasoles alta novedad. CARBONERO Y RODRIGUEZ, Sucesores de Jacinto Rodriguez. bbox=[529, 632, 691, 698]
paragraph-text: Hay que hacer constar que el pueblo de Albox vivía solamente de la agricultura. Se ha constituido una junta de socorros. Entre los innumerables actos heróicos realizados durante la noche del 23 merecen especial mencion los del alcalde don Andrés Pio Fernandez, el juez D. Andrés Sanchez Miras, el vecino Sr. Saler, el presbítero D. Pedro Sanchez, el cura párroco y los guardias civiles Acosta, Ruiz, Martinez y Cortés, quienes consiguieron la salvacion de muchas personas. bbox=[698, 197, 860, 301]
article-paragraph bbox=[194, 682, 354, 711]
paragraph-text: El día de San Pedro varios dependientes de Valladolid apedrearon algunas tiendas cuyos dueños se negaban á concederles el descanso dominical. bbox=[698, 1296, 860, 1330]
article-headline: La inundacion en Albox. bbox=[709, 51, 850, 87]
list-item: Francisco Mantoso. bbox=[704, 2373, 774, 2382]
article-paragraph bbox=[698, 197, 860, 301]
article-subheading: del Eco de la Moda, bbox=[567, 521, 653, 530]
section-banner: Cartera de Granada. bbox=[698, 2158, 860, 2171]
article-paragraph bbox=[698, 988, 860, 1031]
list-item: Tomás Giménez. bbox=[704, 2530, 762, 2539]
article-headline: La Guardia civil. bbox=[62, 448, 156, 460]
